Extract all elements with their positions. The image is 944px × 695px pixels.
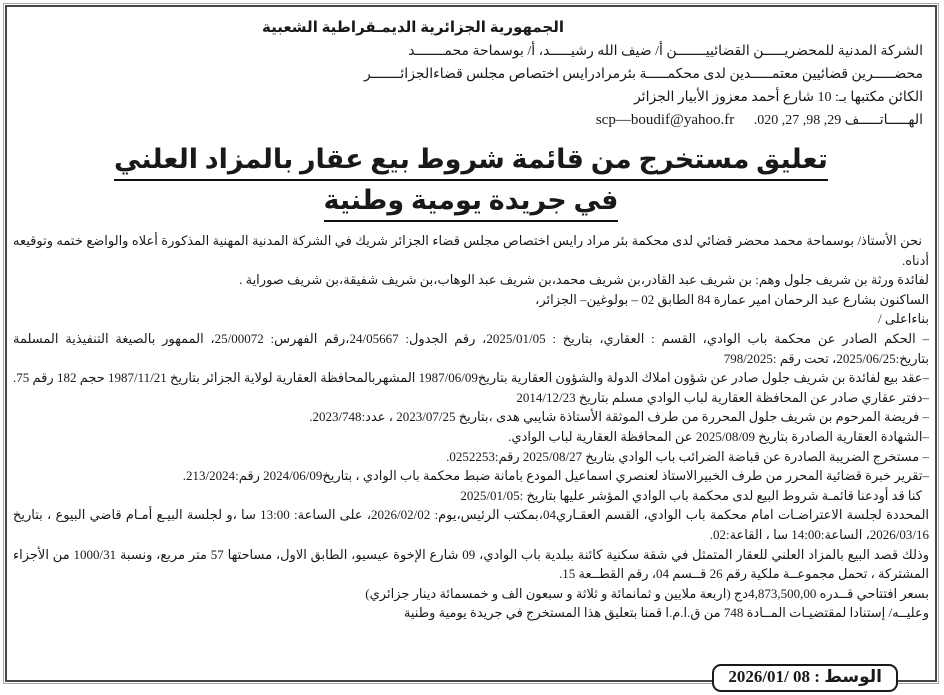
office-line-company: الشركة المدنية للمحضريـــــن القضائييـــــــن أ/ ضيف الله رشيـــــد، أ/ بوسماحة محمـــــــد [408, 44, 923, 59]
phone-numbers: 29, 98, 27, 020. [753, 113, 842, 128]
body-paragraph: –عقد بيع لفائدة بن شريف جلول صادر عن شؤون املاك الدولة والشؤون العقارية بتاريخ1987/06/09 المشهربالمحافظة العقارية لولاية الجزائر بتاريخ 1987/11/21 حجم 182 رقم 75. [13, 370, 929, 386]
email-text: scp—boudif@yahoo.fr [595, 112, 735, 128]
document-content [13, 12, 929, 623]
notice-title-line2: في جريدة يومية وطنية [324, 181, 619, 222]
republic-title: الجمهورية الجزائرية الديمـقراطية الشعبية [261, 20, 565, 36]
body-paragraph: –دفتر عقاري صادر عن المحافظة العقارية لباب الوادي مسلم بتاريخ 2014/12/23 [516, 389, 929, 405]
body-paragraph: كنا قد أودعنا قائمـة شروط البيع لدى محكمة باب الوادي المؤشر عليها بتاريخ :2025/01/05 [460, 487, 922, 503]
document-header [13, 40, 929, 132]
body-paragraph: – الحكم الصادر عن محكمة باب الوادي، القسم : العقاري، بتاريخ : 2025/01/05، رقم الجدول: 24/05667،رقم الفهرس: 25/00072، الممهور بالصيغة التنفيذية المسلمة بتاريخ:2025/06/25، تحت رقم :798/2025 [13, 330, 930, 366]
body-paragraph: –تقرير خبرة قضائية المحرر من طرف الخبيرالاستاذ لعنصري اسماعيل المودع بامانة ضبط محكمة باب الوادي ، بتاريخ2024/06/09 رقم:213/2024. [182, 468, 929, 484]
notice-title-line1: تعليق مستخرج من قائمة شروط بيع عقار بالمزاد العلني [114, 140, 828, 181]
body-paragraph: بسعر افتتاحي قــدره 4,873,500,00دج (اربعة ملايين و ثمانمائة و ثلاثة و سبعون الف و خمسمائة دينار جزائري) [365, 585, 929, 601]
body-paragraph: لفائدة ورثة بن شريف جلول وهم: بن شريف عبد القادر،بن شريف محمد،بن شريف عبد الوهاب،بن شريف شفيقة،بن شريف صوراية . [239, 272, 929, 288]
office-line-bailiffs: محضـــــرين قضائيين معتمـــــدين لدى محكمـــــة بئرمرادرايس اختصاص مجلس قضاءالجزائـــــــر [363, 67, 923, 82]
notice-body [13, 231, 929, 623]
contact-line [15, 109, 923, 132]
body-paragraph: المحددة لجلسة الاعتراضـات امام محكمة باب الوادي، القسم العقـاري04،بمكتب الرئيس،يوم: 2026/02/02، على الساعة: 13:00 سا ،و لجلسة البيـع أمـام قاضي البيوع ، بتاريخ 2026/03/16، الساعة:14:00 سا ، القاعة:02. [13, 507, 930, 542]
body-paragraph: – فريضة المرحوم بن شريف جلول المحررة من طرف الموثقة الأستاذة شايبي هدى ،بتاريخ 2023/07/25 ، عدد:2023/748. [309, 409, 929, 425]
body-paragraph: – مستخرج الضريبة الصادرة عن قباضة الضرائب باب الوادي بتاريخ 2025/08/27 رقم:0252253. [446, 448, 929, 464]
journal-date-stamp: الوسط : 08 /2026/01 [712, 664, 898, 692]
office-line-address: الكائن مكتبها بـ: 10 شارع أحمد معزوز الأبيار الجزائر [633, 90, 923, 105]
body-paragraph: الساكنون بشارع عبد الرحمان امير عمارة 84 الطابق 02 – بولوغين– الجزائر، [535, 291, 929, 307]
body-paragraph: نحن الأستاذ/ بوسماحة محمد محضر قضائي لدى محكمة بئر مراد رايس اختصاص مجلس قضاء الجزائر شريك في الشركة المدنية المهنية المذكورة أعلاه والواضع ختمه وتوقيعه أدناه. [13, 233, 929, 268]
body-paragraph: بناءاعلى / [878, 311, 929, 327]
body-paragraph: وعليــه/ إستنادا لمقتضيـات المــادة 748 من ق.ا.م.ا قمنا بتعليق هذا المستخرج في جريدة يومية وطنية [403, 605, 929, 621]
phone-label: الهـــــاتـــــف [844, 113, 923, 128]
body-paragraph: –الشهادة العقارية الصادرة بتاريخ 2025/08/09 عن المحافظة العقارية لباب الوادي. [508, 428, 929, 444]
body-paragraph: وذلك قصد البيع بالمزاد العلني للعقار المتمثل في شقة سكنية كائنة ببلدية باب الوادي، 09 شارع الإخوة عيسيو، الطابق الاول، مساحتها 57 متر مربع، ونسبة 1000/31 من الأجزاء المشتركة ، تحمل مجموعــة ملكية رقم 26 قــسم 04، رقم القطــعة 15. [13, 546, 929, 582]
notice-title [13, 140, 929, 222]
